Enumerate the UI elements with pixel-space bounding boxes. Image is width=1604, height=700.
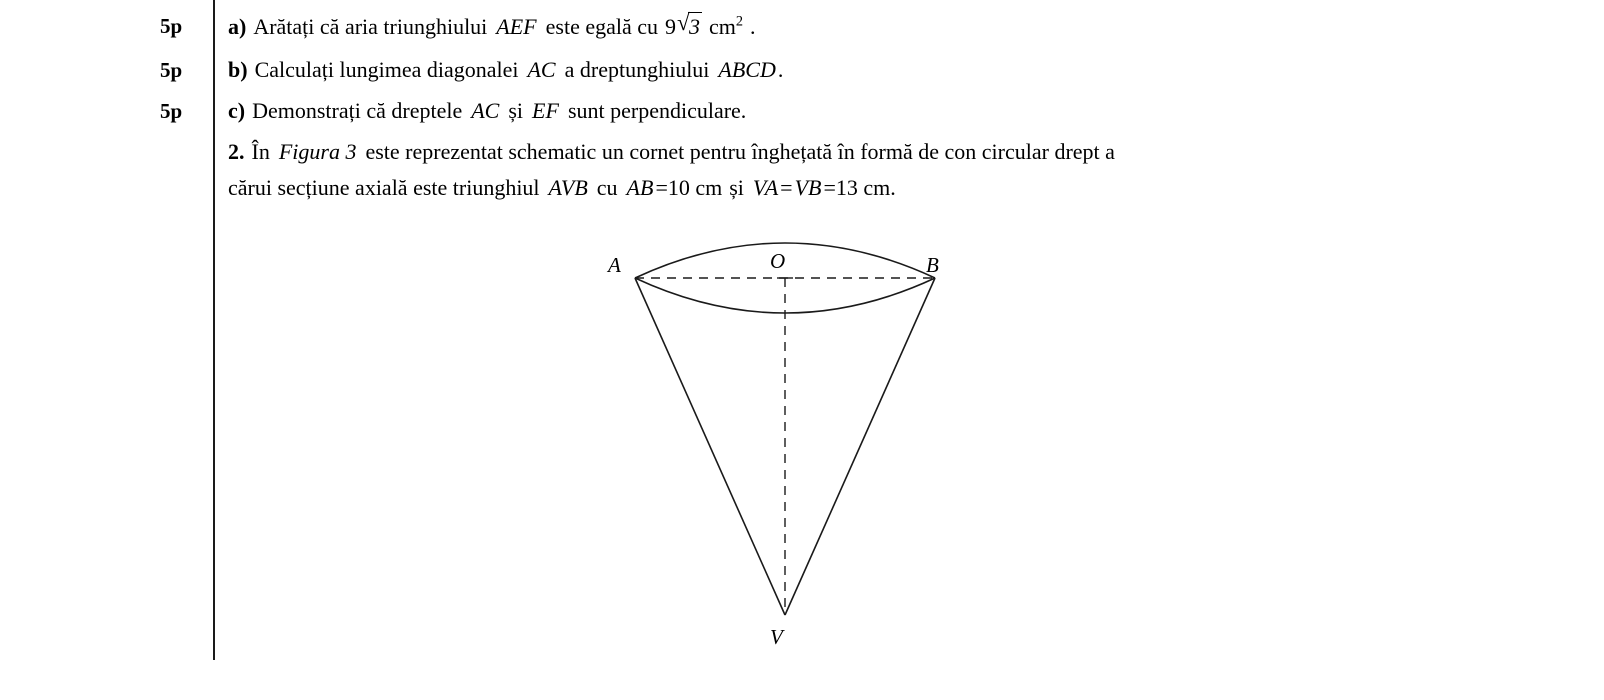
item-a-text-mid: este egală cu xyxy=(545,14,658,39)
item-a-math-aef: AEF xyxy=(496,14,537,39)
slant-bv xyxy=(785,278,935,615)
item-b-label: b) xyxy=(228,57,248,82)
item-c-text-before: Demonstrați că dreptele xyxy=(252,98,463,123)
item-b-line xyxy=(228,56,783,84)
item-2-math-ab: AB xyxy=(626,175,654,200)
figure-reference: Figura 3 xyxy=(278,139,357,164)
figure-label-b: B xyxy=(926,253,939,277)
item-a-unit: cm xyxy=(709,14,736,39)
item-c-label: c) xyxy=(228,98,246,123)
item-a-line xyxy=(228,12,756,41)
sqrt-radicand: 3 xyxy=(689,14,700,39)
item-2-text-4: cu xyxy=(596,175,618,200)
item-2-line-1 xyxy=(228,138,1115,166)
item-a-period: . xyxy=(750,14,756,39)
item-2-text-2: este reprezentat schematic un cornet pentru înghețată în formă de con circular drept a xyxy=(365,139,1115,164)
item-b-math-ac: AC xyxy=(527,57,556,82)
item-a-exponent: 2 xyxy=(735,13,744,30)
item-c-line xyxy=(228,97,746,125)
item-a-label: a) xyxy=(228,14,247,39)
item-b-math-abcd: ABCD xyxy=(718,57,776,82)
item-2-text-5: și xyxy=(729,175,744,200)
figure-label-v: V xyxy=(770,625,783,649)
item-c-math-ef: EF xyxy=(532,98,559,123)
item-2-label: 2. xyxy=(228,139,245,164)
sqrt-sign: √ xyxy=(677,10,690,35)
vertical-divider xyxy=(213,0,215,660)
item-2-math-va: VA xyxy=(752,175,779,200)
item-a-text-before: Arătați că aria triunghiului xyxy=(253,14,488,39)
item-c-text-after: sunt perpendiculare. xyxy=(567,98,747,123)
item-b-text-mid: a dreptunghiului xyxy=(564,57,710,82)
slant-av xyxy=(635,278,785,615)
item-2-period: . xyxy=(890,175,896,200)
item-2-text-1: În xyxy=(251,139,270,164)
item-2-math-avb: AVB xyxy=(548,175,588,200)
item-c-text-mid: și xyxy=(508,98,524,123)
item-2-eq-3: =13 cm xyxy=(823,175,891,200)
figure-label-o: O xyxy=(770,249,786,273)
item-2-eq-2: = xyxy=(780,175,793,200)
points-value-b: 5p xyxy=(160,58,183,82)
item-2-eq-1: =10 cm xyxy=(655,175,723,200)
cone-svg xyxy=(555,210,1025,680)
item-a-coefficient: 9 xyxy=(665,14,676,39)
item-2-text-3: cărui secțiune axială este triunghiul xyxy=(228,175,540,200)
points-value-a: 5p xyxy=(160,14,183,38)
item-b-text-before: Calculați lungimea diagonalei xyxy=(254,57,519,82)
figure-label-a: A xyxy=(608,253,621,277)
item-2-line-2 xyxy=(228,174,896,202)
item-b-period: . xyxy=(777,57,784,82)
sqrt-expression xyxy=(677,12,702,41)
item-2-math-vb: VB xyxy=(794,175,822,200)
cone-figure xyxy=(555,210,1025,680)
item-c-math-ac: AC xyxy=(471,98,500,123)
points-value-c: 5p xyxy=(160,99,183,123)
